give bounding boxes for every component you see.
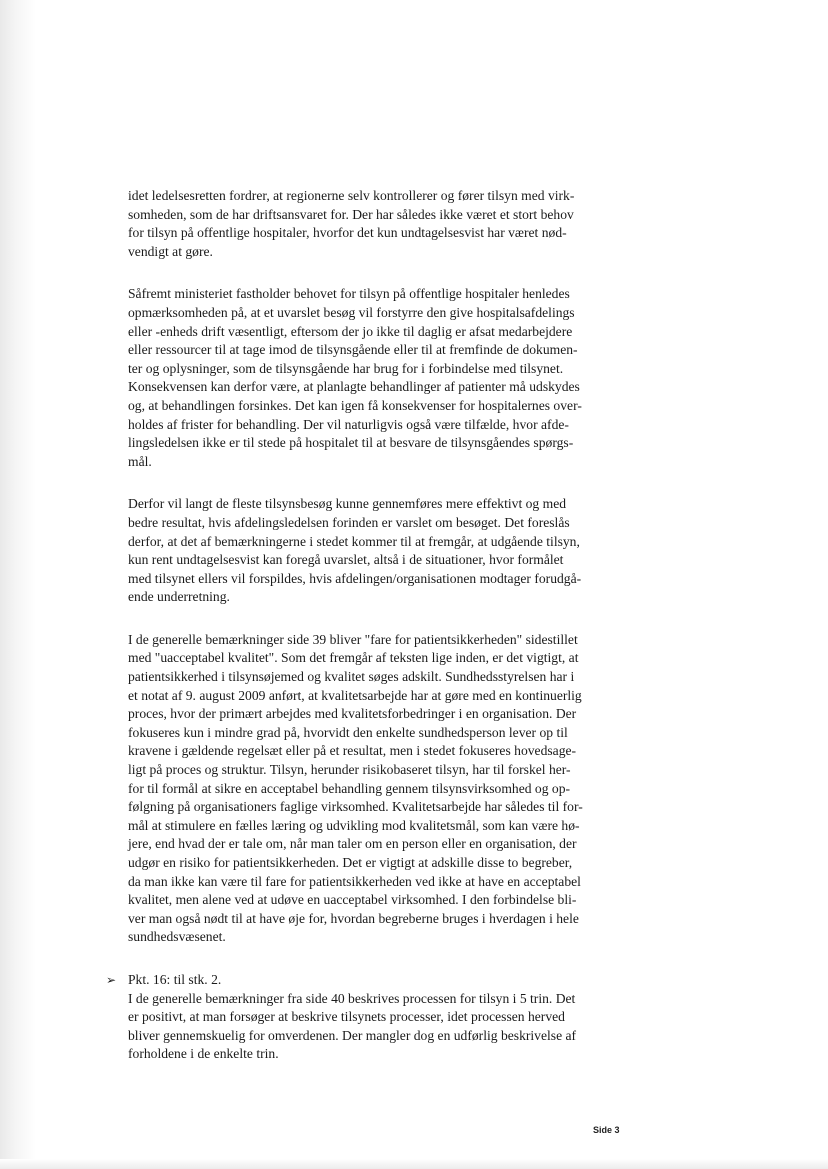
section-heading: Pkt. 16: til stk. 2. (128, 971, 222, 987)
text-line: ver man også nødt til at have øje for, hvordan begreberne bruges i hverdagen i hele (128, 910, 579, 926)
text-line: kvalitet, men alene ved at udøve en uacceptabel virksomhed. I den forbindelse bli- (128, 892, 577, 908)
scan-bottom-edge (0, 1159, 828, 1169)
text-line: holdes af frister for behandling. Der vil naturligvis også være tilfælde, hvor afde- (128, 416, 569, 432)
text-line: kun rent undtagelsesvist kan foregå uvarslet, altså i de situationer, hvor formålet (128, 552, 564, 568)
page-number: Side 3 (593, 1125, 620, 1135)
text-line: proces, hvor der primært arbejdes med kvalitetsforbedringer i en organisation. Der (128, 706, 577, 722)
document-body (106, 187, 624, 1088)
text-line: mål at stimulere en fælles læring og udvikling mod kvalitetsmål, som kan være hø- (128, 817, 580, 833)
text-line: sundhedsvæsenet. (128, 929, 226, 945)
text-line: I de generelle bemærkninger fra side 40 beskrives processen for tilsyn i 5 trin. Det (128, 990, 576, 1006)
text-line: for tilsyn på offentlige hospitaler, hvorfor det kun undtagelsesvist har været nød- (128, 225, 567, 241)
text-line: ter og oplysninger, som de tilsynsgående har brug for i forbindelse med tilsynet. (128, 360, 564, 376)
text-line: eller ressourcer til at tage imod de tilsynsgående eller til at fremfinde de dokumen- (128, 342, 578, 358)
text-line: med "uacceptabel kvalitet". Som det fremgår af teksten lige inden, er det vigtigt, at (128, 650, 579, 666)
body-paragraph (128, 285, 624, 471)
text-line: somheden, som de har driftsansvaret for. Der har således ikke været et stort behov (128, 206, 574, 222)
body-paragraph (128, 187, 624, 261)
text-line: er positivt, at man forsøger at beskrive tilsynets processer, idet processen herved (128, 1009, 565, 1025)
text-line: Derfor vil langt de fleste tilsynsbesøg kunne gennemføres mere effektivt og med (128, 496, 567, 512)
text-line: opmærksomheden på, at et uvarslet besøg vil forstyrre den give hospitalsafdelings (128, 304, 575, 320)
text-line: og, at behandlingen forsinkes. Det kan igen få konsekvenser for hospitalernes over- (128, 397, 582, 413)
section-pkt-16 (106, 971, 624, 1064)
text-line: med tilsynet ellers vil forspildes, hvis afdelingen/organisationen modtager forudgå- (128, 570, 582, 586)
text-line: bedre resultat, hvis afdelingsledelsen forinden er varslet om besøget. Det foreslås (128, 514, 570, 530)
text-line: I de generelle bemærkninger side 39 bliver "fare for patientsikkerheden" sidestillet (128, 631, 578, 647)
text-line: bliver gennemskuelig for omverdenen. Der mangler dog en udførlig beskrivelse af (128, 1027, 577, 1043)
section-paragraph (128, 990, 624, 1064)
text-line: idet ledelsesretten fordrer, at regionerne selv kontrollerer og fører tilsyn med virk- (128, 188, 575, 203)
text-line: Konsekvensen kan derfor være, at planlagte behandlinger af patienter må udskydes (128, 379, 580, 395)
text-line: forholdene i de enkelte trin. (128, 1046, 279, 1062)
text-line: udgør en risiko for patientsikkerheden. Det er vigtigt at adskille disse to begreber, (128, 855, 573, 870)
text-line: da man ikke kan være til fare for patientsikkerheden ved ikke at have en acceptabel (128, 873, 581, 889)
text-line: fokuseres kun i mindre grad på, hvorvidt den enkelte sundhedsperson lever op til (128, 724, 568, 740)
text-line: kravene i gældende regelsæt eller på et resultat, men i stedet fokuseres hovedsage- (128, 743, 577, 759)
body-paragraph (128, 495, 624, 607)
text-line: patientsikkerhed i tilsynsøjemed og kvalitet søges adskilt. Sundhedsstyrelsen har i (128, 669, 575, 685)
text-line: ligt på proces og struktur. Tilsyn, herunder risikobaseret tilsyn, har til forskel her- (128, 762, 571, 778)
arrow-bullet-icon: ➢ (106, 972, 117, 987)
body-paragraph (128, 631, 624, 947)
text-line: et notat af 9. august 2009 anført, at kvalitetsarbejde har at gøre med en kontinuerlig (128, 687, 582, 703)
text-line: jere, end hvad der er tale om, når man taler om en person eller en organisation, der (128, 836, 577, 852)
text-line: eller -enheds drift væsentligt, eftersom der jo ikke til daglig er afsat medarbejdere (128, 323, 573, 339)
text-line: ende underretning. (128, 589, 230, 605)
text-line: vendigt at gøre. (128, 243, 213, 259)
text-line: Såfremt ministeriet fastholder behovet for tilsyn på offentlige hospitaler henledes (128, 286, 570, 302)
text-line: lingsledelsen ikke er til stede på hospitalet til at besvare de tilsynsgåendes spørgs- (128, 435, 574, 451)
text-line: følgning på organisationers faglige virksomhed. Kvalitetsarbejde har således til for- (128, 799, 583, 815)
text-line: derfor, at det af bemærkningerne i stedet kommer til at fremgår, at udgående tilsyn, (128, 533, 580, 549)
scan-left-edge (0, 0, 36, 1169)
text-line: for til formål at sikre en acceptabel behandling gennem tilsynsvirksomhed og op- (128, 780, 571, 796)
text-line: mål. (128, 453, 152, 469)
paragraph-list (128, 187, 624, 947)
